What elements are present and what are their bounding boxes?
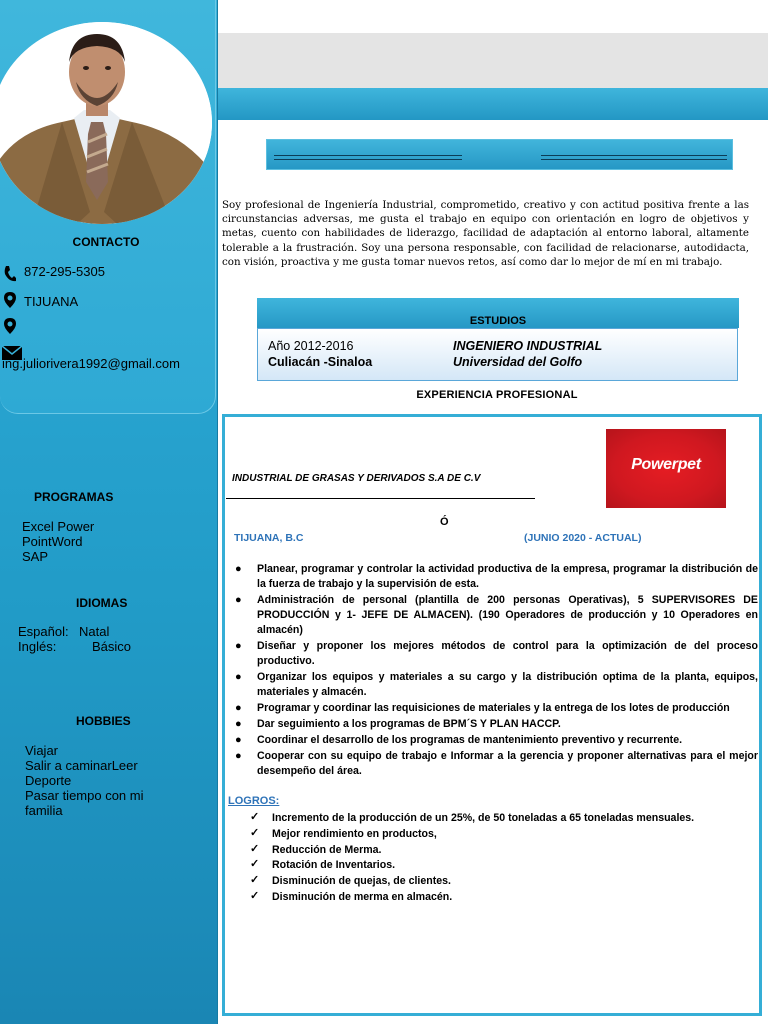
list-item: ✓ Disminución de merma en almacén. <box>250 889 453 903</box>
checkmark-icon: ✓ <box>250 889 260 902</box>
languages-heading: IDIOMAS <box>76 596 128 610</box>
separator-char: Ó <box>440 516 449 528</box>
studies-heading: ESTUDIOS <box>469 315 527 327</box>
achievements-heading: LOGROS: <box>228 795 280 807</box>
location-pin-icon <box>3 317 17 335</box>
company-name: INDUSTRIAL DE GRASAS Y DERIVADOS S.A DE C.V <box>232 473 481 484</box>
phone-number: 872-295-5305 <box>24 264 105 279</box>
phone-icon <box>3 265 17 283</box>
bullet-icon: ● <box>235 563 242 575</box>
language-name: Español: <box>18 624 69 639</box>
title-underline <box>541 159 727 160</box>
achievements-list <box>248 811 748 906</box>
header-gray-band <box>218 33 768 88</box>
hobby-item: familia <box>25 803 63 818</box>
list-item: ✓ Reducción de Merma. <box>250 842 382 856</box>
list-item: ✓ Disminución de quejas, de clientes. <box>250 874 451 888</box>
bullet-icon: ● <box>235 702 242 714</box>
list-item: ● Dar seguimiento a los programas de BPM´S Y PLAN HACCP. <box>235 718 561 730</box>
language-level: Natal <box>79 624 110 639</box>
title-underline <box>541 155 727 156</box>
hobby-item: Salir a caminarLeer <box>25 758 138 773</box>
hobby-item: Deporte <box>25 773 72 788</box>
name-underline <box>274 159 462 160</box>
location-pin-icon <box>3 291 17 309</box>
program-item: PointWord <box>22 534 83 549</box>
contact-heading: CONTACTO <box>72 235 140 249</box>
name-bar <box>266 139 733 170</box>
list-item: ● Planear, programar y controlar la actividad productiva de la empresa, programar la distribución de la fuerza de trabajo y la supervisión de esta. <box>235 563 758 590</box>
header-blue-band <box>218 88 768 120</box>
profile-photo <box>0 22 212 224</box>
list-item: ● Coordinar el desarrollo de los programas de mantenimiento preventivo y recurrente. <box>235 734 683 746</box>
list-item: ✓ Incremento de la producción de un 25%, de 50 toneladas a 65 toneladas mensuales. <box>250 811 695 824</box>
list-item: ● Administración de personal (plantilla de 200 personas Operativas), 5 SUPERVISORES DE PRODUCCIÓN y 1- JEFE DE ALMACEN). (190 Operadores de producción y 10 Operadores en almacén) <box>235 594 758 636</box>
checkmark-icon: ✓ <box>250 811 260 823</box>
list-item: ● Diseñar y proponer los mejores métodos de control para la optimización de del proceso productivo. <box>235 640 758 667</box>
list-item: ● Cooperar con su equipo de trabajo e Informar a la gerencia y proponer alternativas para el mejor desempeño del área. <box>235 750 758 777</box>
hobbies-heading: HOBBIES <box>76 714 131 728</box>
checkmark-icon: ✓ <box>250 874 260 887</box>
hobby-item: Viajar <box>25 743 59 758</box>
program-item: Excel Power <box>22 519 95 534</box>
job-period: (JUNIO 2020 - ACTUAL) <box>524 532 642 544</box>
study-years: Año 2012-2016 <box>268 339 354 353</box>
study-location: Culiacán -Sinaloa <box>268 355 373 369</box>
company-logo-text: Powerpet <box>631 456 701 473</box>
bullet-icon: ● <box>235 718 242 730</box>
bullet-icon: ● <box>235 750 242 762</box>
study-school: Universidad del Golfo <box>453 355 583 369</box>
experience-heading: EXPERIENCIA PROFESIONAL <box>416 389 578 401</box>
bullet-icon: ● <box>235 734 242 746</box>
city: TIJUANA <box>24 294 79 309</box>
bullet-icon: ● <box>235 594 242 606</box>
language-level: Básico <box>92 639 132 654</box>
email-link[interactable]: ing.juliorivera1992@gmail.com <box>2 356 180 371</box>
study-degree: INGENIERO INDUSTRIAL <box>453 339 603 353</box>
profile-summary: Soy profesional de Ingeniería Industrial, comprometido, creativo y con actitud positiva frente a las circunstancias adversas, me gusta el trabajo en equipo con orientación en logro de objetivos y metas, cuento con habilidades de liderazgo, facilidad de adaptación al entorno laboral, altamente tolerable a la frustración. Soy una persona responsable, con facilidad de relacionarse, autodidacta, con visión, proactiva y me gusta tomar nuevos retos, así como dar lo mejor de mí en mi trabajo. <box>222 199 749 268</box>
bullet-icon: ● <box>235 640 242 652</box>
company-divider <box>226 498 535 499</box>
list-item: ✓ Mejor rendimiento en productos, <box>250 826 437 840</box>
hobby-item: Pasar tiempo con mi <box>25 788 144 803</box>
job-city: TIJUANA, B.C <box>234 532 304 544</box>
checkmark-icon: ✓ <box>250 842 260 855</box>
program-item: SAP <box>22 549 49 564</box>
list-item: ✓ Rotación de Inventarios. <box>250 858 396 872</box>
language-name: Inglés: <box>18 639 57 654</box>
bullet-icon: ● <box>235 671 242 683</box>
programs-heading: PROGRAMAS <box>34 490 114 504</box>
name-underline <box>274 155 462 156</box>
list-item: ● Programar y coordinar las requisiciones de materiales y la entrega de los lotes de producción <box>235 702 730 714</box>
duties-list <box>232 562 758 780</box>
studies-box <box>257 328 738 381</box>
sidebar <box>0 0 218 1024</box>
checkmark-icon: ✓ <box>250 826 260 839</box>
list-item: ● Organizar los equipos y materiales a su cargo y la distribución optima de la planta, equipos, materiales y almacén. <box>235 671 758 698</box>
checkmark-icon: ✓ <box>250 858 260 871</box>
